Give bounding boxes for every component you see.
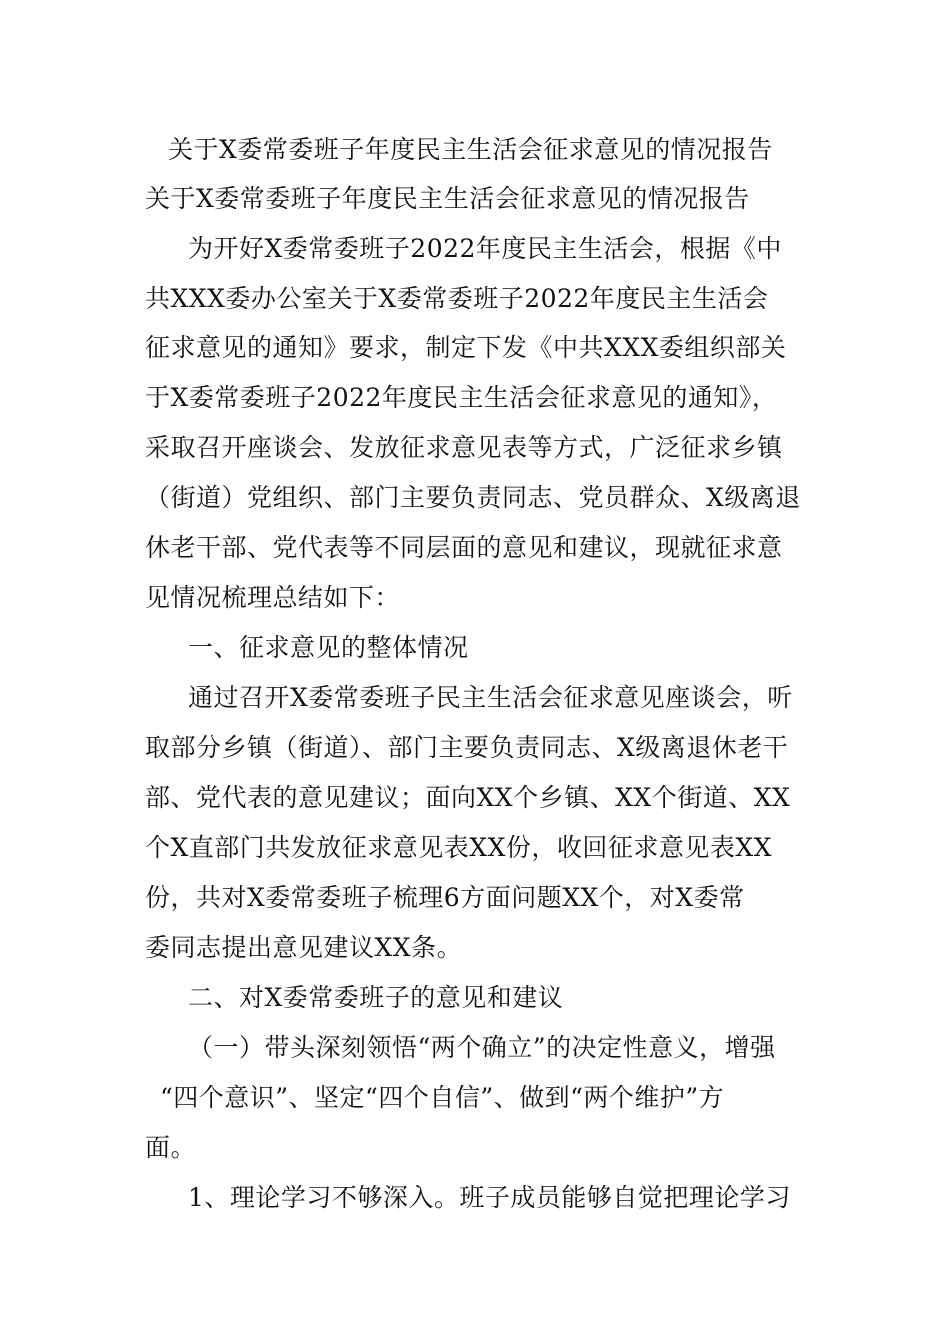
intro-paragraph-line: 共XXX委办公室关于X委常委班子2022年度民主生活会 [145, 284, 769, 313]
subsection-heading-line: “四个意识”、坚定“四个自信”、做到“两个维护”方 [160, 1083, 725, 1112]
section-paragraph-line: 部、党代表的意见建议；面向XX个乡镇、XX个街道、XX [145, 783, 791, 812]
item-paragraph-line: 1、理论学习不够深入。班子成员能够自觉把理论学习 [188, 1183, 791, 1212]
intro-paragraph-line: 为开好X委常委班子2022年度民主生活会，根据《中 [188, 234, 782, 263]
subsection-heading-line: （一）带头深刻领悟“两个确立”的决定性意义，增强 [188, 1033, 776, 1062]
section-heading: 二、对X委常委班子的意见和建议 [188, 983, 564, 1012]
section-paragraph-line: 份，共对X委常委班子梳理6方面问题XX个，对X委常 [145, 883, 745, 912]
document-title-repeat: 关于X委常委班子年度民主生活会征求意见的情况报告 [145, 184, 750, 213]
section-paragraph-line: 取部分乡镇（街道）、部门主要负责同志、X级离退休老干 [145, 733, 789, 762]
subsection-heading-line: 面。 [145, 1133, 197, 1162]
intro-paragraph-line: 见情况梳理总结如下： [145, 583, 401, 612]
section-paragraph-line: 个X直部门共发放征求意见表XX份，收回征求意见表XX [145, 833, 772, 862]
intro-paragraph-line: （街道）党组织、部门主要负责同志、党员群众、X级离退 [145, 483, 801, 512]
section-paragraph-line: 通过召开X委常委班子民主生活会征求意见座谈会，听 [188, 683, 793, 712]
intro-paragraph-line: 于X委常委班子2022年度民主生活会征求意见的通知》， [145, 383, 778, 412]
intro-paragraph-line: 休老干部、党代表等不同层面的意见和建议，现就征求意 [145, 533, 783, 562]
intro-paragraph-line: 征求意见的通知》要求，制定下发《中共XXX委组织部关 [145, 333, 787, 362]
section-heading: 一、征求意见的整体情况 [188, 633, 469, 662]
document-title: 关于X委常委班子年度民主生活会征求意见的情况报告 [168, 135, 773, 164]
intro-paragraph-line: 采取召开座谈会、发放征求意见表等方式，广泛征求乡镇 [145, 433, 783, 462]
section-paragraph-line: 委同志提出意见建议XX条。 [145, 933, 463, 962]
